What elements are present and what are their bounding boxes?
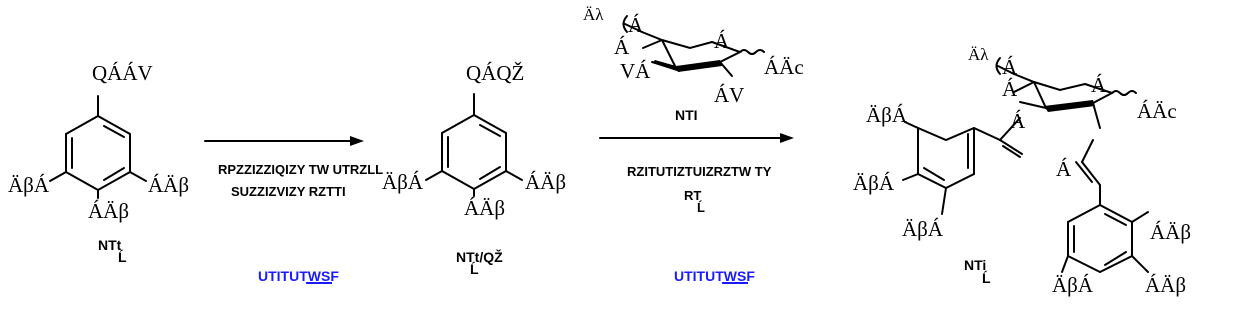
product-number-sub: Ĺ <box>982 270 991 286</box>
sugar-number: NTI <box>675 107 698 123</box>
step-2-yield: UTITUTWSF <box>674 268 755 284</box>
step-1 <box>205 136 383 284</box>
sugar-reagent <box>583 5 804 123</box>
product-ring-o2: Á <box>1002 77 1018 101</box>
product-ring-o3: Á <box>1091 73 1107 97</box>
product-ring1-group-3: ÄβÁ <box>902 217 944 241</box>
step-2-conditions-line1: RZITUTIZTUIZRZTW TY <box>627 164 772 179</box>
step-1-conditions-line1: RPZZIZZIQIZY TW UTRZLL <box>218 162 384 177</box>
product-ring-o1: Á <box>1002 55 1018 79</box>
product-ring2-group-1: ÁÄβ <box>1150 220 1192 244</box>
sugar-bottom-group: ÁV <box>714 83 745 107</box>
sugar-ring-o: Á <box>628 13 644 37</box>
compound-2 <box>382 61 566 277</box>
product-ring2-group-3: ÁÄβ <box>1145 273 1187 297</box>
step-2 <box>600 133 794 284</box>
compound-2-left-group: ÄβÁ <box>382 170 424 194</box>
compound-1-bottom-group: ÁÄβ <box>88 199 130 223</box>
compound-1 <box>8 61 189 265</box>
step-2-arrowhead <box>780 133 794 143</box>
compound-1-right-group: ÁÄβ <box>148 173 190 197</box>
compound-2-bottom-group: ÁÄβ <box>464 196 506 220</box>
sugar-ring-atom: Á <box>714 29 730 53</box>
sugar-top-left-group: Äλ <box>583 5 604 24</box>
sugar-o-left: Á <box>614 35 630 59</box>
compound-2-right-group: ÁÄβ <box>525 170 567 194</box>
compound-1-left-group: ÄβÁ <box>8 173 50 197</box>
step-1-conditions-line2: SUZZIZVIZY RZTTI <box>231 184 346 199</box>
product-number: NTi <box>964 257 987 273</box>
product <box>853 45 1191 297</box>
compound-2-number-sub: Ĺ <box>470 261 479 277</box>
compound-1-number-sub: Ĺ <box>118 249 127 265</box>
product-ring1-group-2: ÄβÁ <box>853 171 895 195</box>
step-1-arrowhead <box>350 136 364 146</box>
step-2-conditions-line2-sub: Ĺ <box>697 200 705 215</box>
compound-2-top-group: QÁQŽ <box>466 61 525 85</box>
product-ring1-group-1: ÄβÁ <box>866 103 908 127</box>
product-anomeric-group: ÁÄc <box>1137 99 1177 123</box>
product-ester-o-lower: Á <box>1056 157 1072 181</box>
step-2-conditions-line2: RT <box>684 188 702 203</box>
sugar-anomeric-group: ÁÄc <box>764 55 804 79</box>
product-top-left-group: Äλ <box>968 45 989 64</box>
product-ring2-group-2: ÄβÁ <box>1052 273 1094 297</box>
product-ester-o-upper: Á <box>1010 109 1026 133</box>
compound-1-top-group: QÁÁV <box>92 61 153 85</box>
sugar-nv-group: VÁ <box>620 59 651 83</box>
compound-1-number: NTt <box>98 237 122 253</box>
step-1-yield: UTITUTWSF <box>258 268 339 284</box>
compound-2-number: NTt/QŽ <box>456 249 503 265</box>
